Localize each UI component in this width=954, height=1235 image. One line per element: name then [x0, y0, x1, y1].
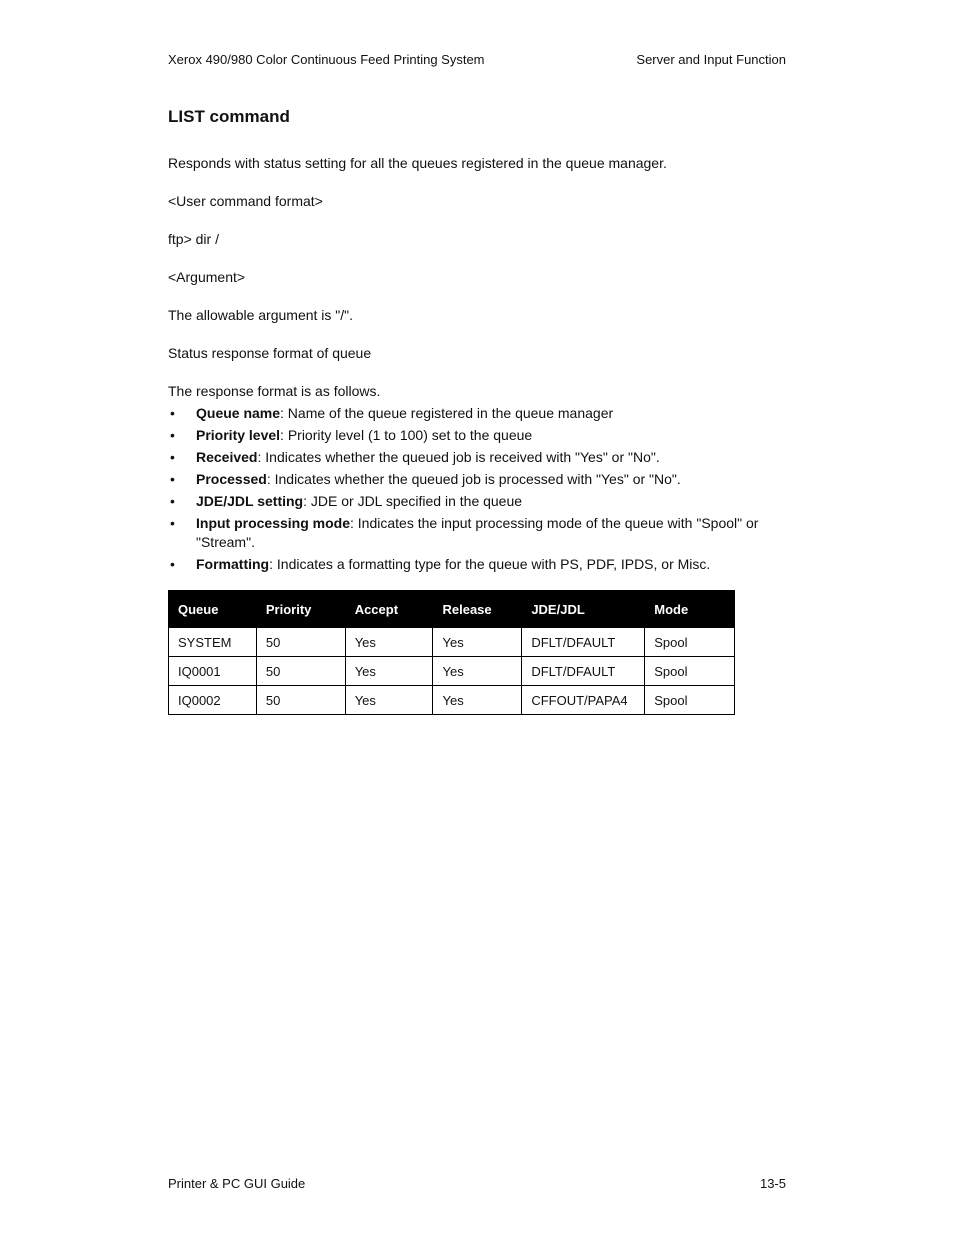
table-cell: Yes	[433, 628, 522, 657]
table-cell: 50	[256, 686, 345, 715]
page-body	[168, 107, 788, 715]
table-cell: DFLT/DFAULT	[522, 628, 645, 657]
table-cell: CFFOUT/PAPA4	[522, 686, 645, 715]
section-title: LIST command	[168, 107, 290, 126]
table-cell: 50	[256, 657, 345, 686]
col-header-queue: Queue	[169, 591, 257, 628]
table-cell: Yes	[345, 628, 433, 657]
list-item: • Formatting: Indicates a formatting type for the queue with PS, PDF, IPDS, or Misc.	[170, 556, 711, 572]
list-item: • Received: Indicates whether the queued job is received with "Yes" or "No".	[170, 449, 660, 465]
table-cell: DFLT/DFAULT	[522, 657, 645, 686]
table-cell: Yes	[433, 657, 522, 686]
bullet-icon: •	[170, 493, 175, 509]
bullet-icon: •	[170, 427, 175, 443]
table-row	[169, 686, 735, 715]
list-item: • JDE/JDL setting: JDE or JDL specified in the queue	[170, 493, 523, 509]
table-cell: Yes	[433, 686, 522, 715]
col-header-mode: Mode	[645, 591, 735, 628]
intro-paragraph: Responds with status setting for all the queues registered in the queue manager.	[168, 155, 667, 171]
table-cell: IQ0002	[169, 686, 257, 715]
table-cell: Spool	[645, 657, 735, 686]
format-label: <User command format>	[168, 193, 323, 209]
footer-guide-name: Printer & PC GUI Guide	[168, 1176, 306, 1191]
bullet-icon: •	[170, 449, 175, 465]
response-lead: The response format is as follows.	[168, 383, 381, 399]
running-header-title: Xerox 490/980 Color Continuous Feed Printing System	[168, 52, 485, 67]
bullet-icon: •	[170, 515, 175, 531]
col-header-priority: Priority	[256, 591, 345, 628]
list-item: • Priority level: Priority level (1 to 100) set to the queue	[170, 427, 533, 443]
list-item: • Input processing mode: Indicates the input processing mode of the queue with "Spool" or "Stream".	[170, 515, 759, 550]
col-header-release: Release	[433, 591, 522, 628]
table-cell: Yes	[345, 686, 433, 715]
table-cell: 50	[256, 628, 345, 657]
status-label: Status response format of queue	[168, 345, 372, 361]
table-cell: Yes	[345, 657, 433, 686]
running-header-section: Server and Input Function	[636, 52, 786, 67]
col-header-jde-jdl: JDE/JDL	[522, 591, 645, 628]
table-cell: IQ0001	[169, 657, 257, 686]
page-number: 13-5	[759, 1176, 786, 1191]
bullet-icon: •	[170, 405, 175, 421]
list-item: • Processed: Indicates whether the queued job is processed with "Yes" or "No".	[170, 471, 681, 487]
list-item: • Queue name: Name of the queue registered in the queue manager	[170, 405, 614, 421]
table-cell: SYSTEM	[169, 628, 257, 657]
table-header-row	[169, 591, 735, 628]
queue-status-table	[168, 590, 735, 715]
col-header-accept: Accept	[345, 591, 433, 628]
table-cell: Spool	[645, 628, 735, 657]
argument-label: <Argument>	[168, 269, 246, 285]
bullet-icon: •	[170, 556, 175, 572]
table-cell: Spool	[645, 686, 735, 715]
table-row	[169, 657, 735, 686]
table-row	[169, 628, 735, 657]
response-field-list	[168, 404, 788, 574]
bullet-icon: •	[170, 471, 175, 487]
argument-text: The allowable argument is "/".	[168, 307, 354, 323]
command-example: ftp> dir /	[168, 231, 219, 247]
